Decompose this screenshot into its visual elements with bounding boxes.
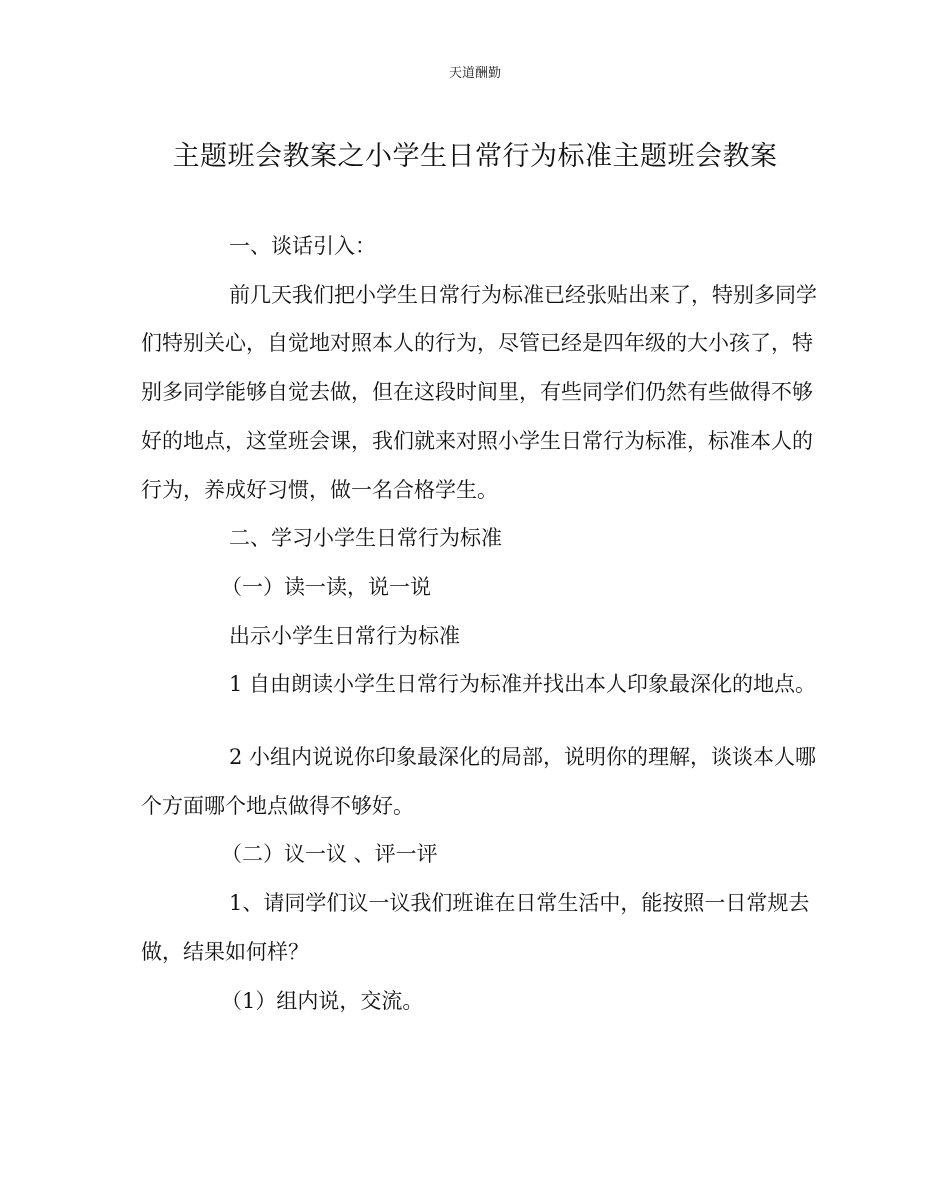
page-header: 天道酬勤: [448, 66, 501, 81]
list-item-2: 2 小组内说说你印象最深化的局部，说明你的理解，谈谈本人哪个方面哪个地点做得不够好。: [141, 745, 817, 818]
subsection-heading-discuss: （二）议一议 、评一评: [221, 842, 438, 867]
document-body: [141, 222, 821, 1025]
paragraph-discuss-1: 1、请同学们议一议我们班谁在日常生活中，能按照一日常规去做，结果如何样？: [141, 891, 810, 964]
list-item-1: 1 自由朗读小学生日常行为标准并找出本人印象最深化的地点。: [229, 672, 817, 697]
paragraph-intro: 前几天我们把小学生日常行为标准已经张贴出来了，特别多同学们特别关心，自觉地对照本人的行为，尽管已经是四年级的大小孩了，特别多同学能够自觉去做，但在这段时间里，有些同学们仍然有些做得不够好的地点，这堂班会课，我们就来对照小学生日常行为标准，标准本人的行为，养成好习惯，做一名合格学生。: [141, 282, 817, 502]
spacer: [141, 709, 821, 733]
section-heading-intro: 一、谈话引入：: [229, 234, 376, 258]
paragraph-show-standard: 出示小学生日常行为标准: [229, 623, 460, 648]
document-title: 主题班会教案之小学生日常行为标准主题班会教案: [172, 141, 778, 172]
paragraph-discuss-1-1: （1）组内说，交流。: [221, 988, 424, 1013]
section-heading-study: 二、学习小学生日常行为标准: [229, 526, 502, 551]
subsection-heading-read: （一）读一读，说一说: [221, 574, 431, 599]
